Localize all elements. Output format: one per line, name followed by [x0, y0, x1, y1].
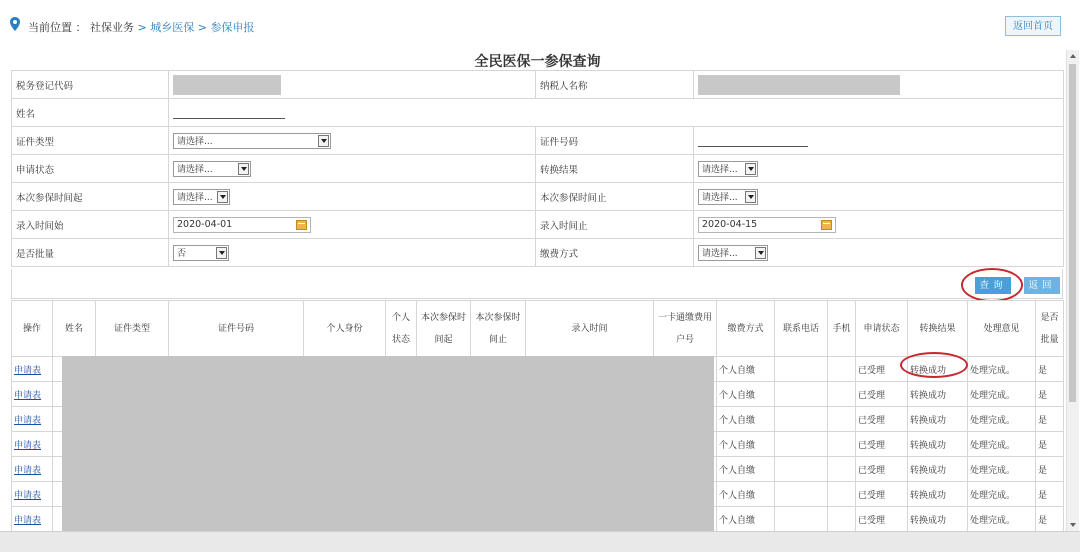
batch-cell: 是	[1036, 457, 1064, 482]
chevron-down-icon[interactable]	[238, 163, 249, 175]
apply-form-link[interactable]: 申请表	[14, 365, 42, 376]
col-action: 操作	[12, 301, 53, 357]
phone-cell	[775, 357, 828, 382]
chevron-down-icon[interactable]	[318, 135, 329, 147]
form-row	[12, 183, 1064, 211]
opinion-cell: 处理完成。	[968, 432, 1036, 457]
action-cell	[12, 457, 53, 482]
batch-value: 否	[177, 249, 187, 259]
apply-status-select[interactable]	[173, 161, 251, 177]
pay-method-cell: 个人自缴	[717, 357, 775, 382]
col-personal-status: 个人状态	[386, 301, 417, 357]
redacted-area	[62, 356, 714, 531]
action-cell	[12, 407, 53, 432]
apply-form-link[interactable]: 申请表	[14, 515, 42, 526]
convert-result-cell: 转换成功	[908, 407, 968, 432]
id-number-input[interactable]	[698, 134, 808, 147]
batch-select[interactable]	[173, 245, 229, 261]
id-type-select[interactable]	[173, 133, 331, 149]
id-number-cell	[694, 127, 1064, 155]
opinion-cell: 处理完成。	[968, 407, 1036, 432]
pay-method-select[interactable]	[698, 245, 768, 261]
action-cell	[12, 382, 53, 407]
entry-end-date-field[interactable]	[698, 217, 836, 233]
entry-end-label: 录入时间止	[536, 211, 694, 239]
pay-method-cell: 个人自缴	[717, 482, 775, 507]
apply-form-link[interactable]: 申请表	[14, 440, 42, 451]
col-name: 姓名	[53, 301, 96, 357]
entry-start-date-value: 2020-04-01	[177, 219, 233, 230]
form-row	[12, 155, 1064, 183]
breadcrumb	[28, 19, 254, 35]
opinion-cell: 处理完成。	[968, 357, 1036, 382]
apply-status-cell: 已受理	[856, 507, 908, 532]
page-title: 全民医保一参保查询	[474, 54, 601, 70]
chevron-down-icon[interactable]	[217, 191, 228, 203]
pay-method-value: 请选择...	[702, 249, 738, 259]
apply-form-link[interactable]: 申请表	[14, 415, 42, 426]
query-form	[11, 70, 1064, 267]
convert-result-cell: 转换成功	[908, 432, 968, 457]
batch-label: 是否批量	[12, 239, 169, 267]
period-start-cell	[169, 183, 536, 211]
highlight-ring	[900, 352, 968, 378]
home-button[interactable]: 返回首页	[1005, 16, 1061, 36]
id-type-cell	[169, 127, 536, 155]
pay-method-cell: 个人自缴	[717, 407, 775, 432]
col-opinion: 处理意见	[968, 301, 1036, 357]
pay-method-cell	[694, 239, 1064, 267]
pay-method-label: 缴费方式	[536, 239, 694, 267]
tax-code-field[interactable]	[173, 75, 281, 95]
period-end-select[interactable]	[698, 189, 758, 205]
col-batch: 是否批量	[1036, 301, 1064, 357]
convert-result-cell: 转换成功	[908, 507, 968, 532]
batch-cell: 是	[1036, 382, 1064, 407]
opinion-cell: 处理完成。	[968, 457, 1036, 482]
scroll-down-icon[interactable]	[1070, 523, 1076, 527]
breadcrumb-separator: >	[197, 21, 211, 34]
name-cell	[169, 99, 1064, 127]
col-mobile: 手机	[828, 301, 856, 357]
mobile-cell	[828, 432, 856, 457]
opinion-cell: 处理完成。	[968, 482, 1036, 507]
col-id-number: 证件号码	[169, 301, 304, 357]
taxpayer-name-field[interactable]	[698, 75, 900, 95]
form-row	[12, 127, 1064, 155]
batch-cell: 是	[1036, 507, 1064, 532]
apply-status-cell: 已受理	[856, 382, 908, 407]
pay-method-cell: 个人自缴	[717, 382, 775, 407]
breadcrumb-item-enroll[interactable]: 参保申报	[210, 21, 255, 34]
vertical-scrollbar[interactable]	[1066, 50, 1079, 531]
entry-end-date-value: 2020-04-15	[702, 219, 758, 230]
pay-method-cell: 个人自缴	[717, 507, 775, 532]
id-type-value: 请选择...	[177, 137, 213, 147]
action-cell	[12, 507, 53, 532]
entry-end-cell	[694, 211, 1064, 239]
entry-start-cell	[169, 211, 536, 239]
batch-cell	[169, 239, 536, 267]
chevron-down-icon[interactable]	[745, 191, 756, 203]
calendar-icon[interactable]	[296, 220, 307, 230]
col-id-type: 证件类型	[96, 301, 169, 357]
phone-cell	[775, 482, 828, 507]
back-button[interactable]: 返回	[1024, 277, 1060, 294]
mobile-cell	[828, 357, 856, 382]
action-cell	[12, 432, 53, 457]
convert-result-select[interactable]	[698, 161, 758, 177]
apply-form-link[interactable]: 申请表	[14, 390, 42, 401]
mobile-cell	[828, 407, 856, 432]
col-convert-result: 转换结果	[908, 301, 968, 357]
name-label: 姓名	[12, 99, 169, 127]
mobile-cell	[828, 382, 856, 407]
convert-result-label: 转换结果	[536, 155, 694, 183]
query-button[interactable]: 查询	[975, 277, 1011, 294]
status-strip	[0, 531, 1080, 552]
apply-status-cell: 已受理	[856, 357, 908, 382]
scrollbar-thumb[interactable]	[1069, 64, 1076, 402]
highlight-ring	[961, 268, 1023, 302]
convert-result-cell: 转换成功	[908, 482, 968, 507]
form-row	[12, 71, 1064, 99]
col-entry-time: 录入时间	[526, 301, 654, 357]
mobile-cell	[828, 457, 856, 482]
phone-cell	[775, 382, 828, 407]
col-apply-status: 申请状态	[856, 301, 908, 357]
apply-status-cell: 已受理	[856, 407, 908, 432]
convert-result-cell: 转换成功	[908, 382, 968, 407]
opinion-cell: 处理完成。	[968, 382, 1036, 407]
col-phone: 联系电话	[775, 301, 828, 357]
batch-cell: 是	[1036, 407, 1064, 432]
tax-code-cell	[169, 71, 536, 99]
chevron-down-icon[interactable]	[755, 247, 766, 259]
form-row	[12, 239, 1064, 267]
id-number-label: 证件号码	[536, 127, 694, 155]
results-header-row	[12, 301, 1064, 357]
col-pay-method: 缴费方式	[717, 301, 775, 357]
apply-status-label: 申请状态	[12, 155, 169, 183]
entry-start-label: 录入时间始	[12, 211, 169, 239]
taxpayer-name-cell	[694, 71, 1064, 99]
top-bar	[0, 0, 1080, 50]
breadcrumb-separator: >	[137, 21, 151, 34]
taxpayer-name-label: 纳税人名称	[536, 71, 694, 99]
apply-status-cell: 已受理	[856, 482, 908, 507]
entry-start-date-field[interactable]	[173, 217, 311, 233]
location-pin-icon	[9, 17, 21, 31]
apply-form-link[interactable]: 申请表	[14, 465, 42, 476]
convert-result-value: 请选择...	[702, 165, 738, 175]
calendar-icon[interactable]	[821, 220, 832, 230]
opinion-cell: 处理完成。	[968, 507, 1036, 532]
apply-status-cell	[169, 155, 536, 183]
chevron-down-icon[interactable]	[216, 247, 227, 259]
action-bar	[11, 269, 1063, 299]
batch-cell: 是	[1036, 482, 1064, 507]
form-row	[12, 99, 1064, 127]
name-input[interactable]	[173, 106, 285, 119]
period-end-cell	[694, 183, 1064, 211]
mobile-cell	[828, 482, 856, 507]
mobile-cell	[828, 507, 856, 532]
col-period-end: 本次参保时间止	[471, 301, 526, 357]
col-card-user-no: 一卡通缴费用户号	[654, 301, 717, 357]
breadcrumb-prefix: 当前位置 ：	[28, 21, 87, 34]
apply-status-cell: 已受理	[856, 432, 908, 457]
convert-result-cell	[694, 155, 1064, 183]
chevron-down-icon[interactable]	[745, 163, 756, 175]
pay-method-cell: 个人自缴	[717, 457, 775, 482]
phone-cell	[775, 507, 828, 532]
breadcrumb-item-medical[interactable]: 城乡医保	[150, 21, 195, 34]
convert-result-cell: 转换成功	[908, 357, 968, 382]
scroll-up-icon[interactable]	[1070, 54, 1076, 58]
period-start-label: 本次参保时间起	[12, 183, 169, 211]
period-end-value: 请选择...	[702, 193, 738, 203]
pay-method-cell: 个人自缴	[717, 432, 775, 457]
form-row	[12, 211, 1064, 239]
apply-status-value: 请选择...	[177, 165, 213, 175]
action-cell	[12, 357, 53, 382]
id-type-label: 证件类型	[12, 127, 169, 155]
breadcrumb-item-social[interactable]: 社保业务	[90, 21, 134, 34]
action-cell	[12, 482, 53, 507]
col-period-start: 本次参保时间起	[417, 301, 471, 357]
apply-status-cell: 已受理	[856, 457, 908, 482]
apply-form-link[interactable]: 申请表	[14, 490, 42, 501]
col-identity: 个人身份	[304, 301, 386, 357]
period-start-select[interactable]	[173, 189, 230, 205]
phone-cell	[775, 407, 828, 432]
batch-cell: 是	[1036, 432, 1064, 457]
period-end-label: 本次参保时间止	[536, 183, 694, 211]
convert-result-cell: 转换成功	[908, 457, 968, 482]
tax-code-label: 税务登记代码	[12, 71, 169, 99]
batch-cell: 是	[1036, 357, 1064, 382]
period-start-value: 请选择...	[177, 193, 213, 203]
phone-cell	[775, 432, 828, 457]
phone-cell	[775, 457, 828, 482]
